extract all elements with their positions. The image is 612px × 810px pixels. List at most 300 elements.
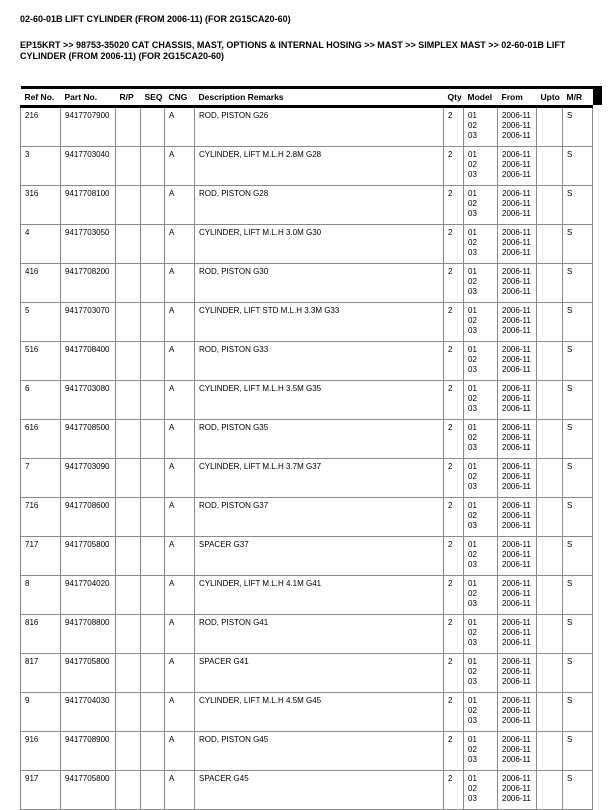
cell-cng: A xyxy=(165,342,195,381)
description-text: CYLINDER, LIFT M.L.H 3.0M G30 xyxy=(199,228,322,237)
parts-table-wrap xyxy=(20,86,592,810)
cell-desc xyxy=(195,186,444,225)
cell-desc xyxy=(195,381,444,420)
cell-from-line: 2006-11 xyxy=(502,355,531,364)
cell-model-line: 01 xyxy=(468,306,477,315)
cell-model xyxy=(464,615,498,654)
cell-model-line: 02 xyxy=(468,121,477,130)
cell-ref: 817 xyxy=(21,654,61,693)
cell-rp xyxy=(116,225,141,264)
cell-model-line: 01 xyxy=(468,423,477,432)
column-header-qty: Qty xyxy=(444,88,464,107)
column-header-desc: Description Remarks xyxy=(195,88,444,107)
description-text: ROD, PISTON G28 xyxy=(199,189,269,198)
cell-upto xyxy=(537,732,563,771)
cell-upto xyxy=(537,420,563,459)
cell-model-line: 01 xyxy=(468,540,477,549)
cell-from-line: 2006-11 xyxy=(502,306,531,315)
description-text: CYLINDER, LIFT M.L.H 2.8M G28 xyxy=(199,150,322,159)
cell-from-line: 2006-11 xyxy=(502,755,531,764)
cell-upto xyxy=(537,147,563,186)
cell-from-line: 2006-11 xyxy=(502,394,531,403)
cell-desc xyxy=(195,107,444,147)
cell-model-line: 03 xyxy=(468,560,477,569)
cell-from-line: 2006-11 xyxy=(502,248,531,257)
cell-from-line: 2006-11 xyxy=(502,628,531,637)
cell-rp xyxy=(116,693,141,732)
cell-rp xyxy=(116,342,141,381)
cell-model-line: 02 xyxy=(468,784,477,793)
description-text: ROD, PISTON G37 xyxy=(199,501,269,510)
cell-rp xyxy=(116,420,141,459)
cell-model-line: 02 xyxy=(468,277,477,286)
cell-model-line: 03 xyxy=(468,638,477,647)
cell-qty: 2 xyxy=(444,498,464,537)
cell-ref: 9 xyxy=(21,693,61,732)
cell-cng: A xyxy=(165,225,195,264)
cell-seq xyxy=(141,498,165,537)
cell-seq xyxy=(141,381,165,420)
cell-model xyxy=(464,303,498,342)
cell-qty: 2 xyxy=(444,732,464,771)
cell-cng: A xyxy=(165,186,195,225)
description-text: ROD, PISTON G30 xyxy=(199,267,269,276)
cell-qty: 2 xyxy=(444,615,464,654)
cell-from-line: 2006-11 xyxy=(502,199,531,208)
cell-part: 9417703050 xyxy=(61,225,116,264)
cell-seq xyxy=(141,420,165,459)
cell-model-line: 03 xyxy=(468,677,477,686)
cell-from-line: 2006-11 xyxy=(502,667,531,676)
cell-model xyxy=(464,459,498,498)
table-row xyxy=(21,342,593,381)
cell-from-line: 2006-11 xyxy=(502,316,531,325)
cell-from xyxy=(498,732,537,771)
cell-from xyxy=(498,498,537,537)
table-row xyxy=(21,264,593,303)
cell-cng: A xyxy=(165,537,195,576)
column-header-rp: R/P xyxy=(116,88,141,107)
cell-model-line: 02 xyxy=(468,589,477,598)
table-row xyxy=(21,732,593,771)
cell-mr: S xyxy=(563,654,593,693)
cell-rp xyxy=(116,732,141,771)
cell-upto xyxy=(537,615,563,654)
cell-model-line: 01 xyxy=(468,267,477,276)
column-header-model: Model xyxy=(464,88,498,107)
cell-mr: S xyxy=(563,576,593,615)
cell-ref: 3 xyxy=(21,147,61,186)
cell-from-line: 2006-11 xyxy=(502,716,531,725)
cell-model-line: 01 xyxy=(468,618,477,627)
cell-from xyxy=(498,576,537,615)
cell-rp xyxy=(116,771,141,810)
cell-from-line: 2006-11 xyxy=(502,277,531,286)
cell-upto xyxy=(537,537,563,576)
cell-model-line: 03 xyxy=(468,794,477,803)
cell-cng: A xyxy=(165,459,195,498)
cell-part: 9417708500 xyxy=(61,420,116,459)
cell-from xyxy=(498,186,537,225)
cell-from-line: 2006-11 xyxy=(502,560,531,569)
cell-from-line: 2006-11 xyxy=(502,696,531,705)
cell-model-line: 03 xyxy=(468,326,477,335)
cell-upto xyxy=(537,342,563,381)
cell-part: 9417703080 xyxy=(61,381,116,420)
cell-model-line: 03 xyxy=(468,521,477,530)
breadcrumb: EP15KRT >> 98753-35020 CAT CHASSIS, MAST, OPTIONS & INTERNAL HOSING >> MAST >> SIMPLEX MAST >> 02-60-01B LIFT CYLINDER (FROM 2006-11) (FOR 2G15CA20-60) xyxy=(20,40,566,61)
page-title: 02-60-01B LIFT CYLINDER (FROM 2006-11) (FOR 2G15CA20-60) xyxy=(20,14,291,24)
description-text: CYLINDER, LIFT M.L.H 3.7M G37 xyxy=(199,462,322,471)
table-row xyxy=(21,615,593,654)
cell-mr: S xyxy=(563,498,593,537)
cell-from-line: 2006-11 xyxy=(502,784,531,793)
table-row xyxy=(21,537,593,576)
table-row xyxy=(21,420,593,459)
cell-part: 9417704030 xyxy=(61,693,116,732)
cell-cng: A xyxy=(165,303,195,342)
cell-mr: S xyxy=(563,381,593,420)
cell-cng: A xyxy=(165,420,195,459)
cell-rp xyxy=(116,537,141,576)
table-body xyxy=(21,107,593,810)
cell-mr: S xyxy=(563,459,593,498)
cell-ref: 816 xyxy=(21,615,61,654)
cell-from-line: 2006-11 xyxy=(502,443,531,452)
cell-model-line: 03 xyxy=(468,755,477,764)
cell-from xyxy=(498,107,537,147)
table-row xyxy=(21,381,593,420)
cell-part: 9417707900 xyxy=(61,107,116,147)
cell-model-line: 02 xyxy=(468,667,477,676)
cell-from-line: 2006-11 xyxy=(502,511,531,520)
cell-cng: A xyxy=(165,615,195,654)
column-header-mr: M/R xyxy=(563,88,593,107)
cell-seq xyxy=(141,537,165,576)
cell-mr: S xyxy=(563,186,593,225)
cell-qty: 2 xyxy=(444,264,464,303)
cell-from-line: 2006-11 xyxy=(502,521,531,530)
cell-qty: 2 xyxy=(444,420,464,459)
cell-from-line: 2006-11 xyxy=(502,745,531,754)
cell-part: 9417703040 xyxy=(61,147,116,186)
cell-desc xyxy=(195,303,444,342)
cell-qty: 2 xyxy=(444,147,464,186)
cell-rp xyxy=(116,498,141,537)
cell-cng: A xyxy=(165,107,195,147)
cell-model-line: 02 xyxy=(468,550,477,559)
cell-model xyxy=(464,498,498,537)
cell-model-line: 01 xyxy=(468,657,477,666)
cell-qty: 2 xyxy=(444,537,464,576)
cell-cng: A xyxy=(165,498,195,537)
cell-model xyxy=(464,225,498,264)
cell-part: 9417708800 xyxy=(61,615,116,654)
cell-seq xyxy=(141,107,165,147)
table-row xyxy=(21,459,593,498)
cell-from-line: 2006-11 xyxy=(502,677,531,686)
cell-from xyxy=(498,147,537,186)
cell-from-line: 2006-11 xyxy=(502,618,531,627)
cell-cng: A xyxy=(165,732,195,771)
cell-mr: S xyxy=(563,303,593,342)
cell-ref: 4 xyxy=(21,225,61,264)
description-text: CYLINDER, LIFT M.L.H 3.5M G35 xyxy=(199,384,322,393)
column-header-part: Part No. xyxy=(61,88,116,107)
cell-upto xyxy=(537,264,563,303)
cell-upto xyxy=(537,693,563,732)
cell-qty: 2 xyxy=(444,771,464,810)
cell-from xyxy=(498,537,537,576)
cell-seq xyxy=(141,342,165,381)
description-text: SPACER G37 xyxy=(199,540,249,549)
cell-from-line: 2006-11 xyxy=(502,404,531,413)
cell-part: 9417705800 xyxy=(61,654,116,693)
description-text: CYLINDER, LIFT M.L.H 4.1M G41 xyxy=(199,579,322,588)
description-text: SPACER G45 xyxy=(199,774,249,783)
cell-model-line: 02 xyxy=(468,745,477,754)
cell-model-line: 03 xyxy=(468,443,477,452)
cell-upto xyxy=(537,498,563,537)
cell-mr: S xyxy=(563,732,593,771)
cell-ref: 516 xyxy=(21,342,61,381)
description-text: CYLINDER, LIFT M.L.H 4.5M G45 xyxy=(199,696,322,705)
cell-upto xyxy=(537,303,563,342)
cell-qty: 2 xyxy=(444,381,464,420)
cell-from xyxy=(498,615,537,654)
description-text: ROD, PISTON G45 xyxy=(199,735,269,744)
cell-desc xyxy=(195,498,444,537)
cell-rp xyxy=(116,381,141,420)
cell-rp xyxy=(116,654,141,693)
cell-desc xyxy=(195,225,444,264)
cell-from-line: 2006-11 xyxy=(502,657,531,666)
cell-model-line: 01 xyxy=(468,150,477,159)
cell-seq xyxy=(141,459,165,498)
cell-ref: 917 xyxy=(21,771,61,810)
cell-desc xyxy=(195,537,444,576)
cell-mr: S xyxy=(563,693,593,732)
cell-desc xyxy=(195,342,444,381)
cell-seq xyxy=(141,654,165,693)
cell-seq xyxy=(141,615,165,654)
cell-seq xyxy=(141,303,165,342)
cell-qty: 2 xyxy=(444,225,464,264)
cell-upto xyxy=(537,771,563,810)
cell-from xyxy=(498,381,537,420)
cell-part: 9417705800 xyxy=(61,537,116,576)
cell-upto xyxy=(537,381,563,420)
parts-table xyxy=(20,86,593,810)
cell-ref: 616 xyxy=(21,420,61,459)
cell-desc xyxy=(195,615,444,654)
cell-part: 9417708600 xyxy=(61,498,116,537)
table-row xyxy=(21,107,593,147)
cell-qty: 2 xyxy=(444,342,464,381)
cell-from xyxy=(498,771,537,810)
cell-rp xyxy=(116,264,141,303)
cell-model xyxy=(464,342,498,381)
cell-ref: 216 xyxy=(21,107,61,147)
cell-from xyxy=(498,225,537,264)
cell-part: 9417704020 xyxy=(61,576,116,615)
cell-ref: 716 xyxy=(21,498,61,537)
table-row xyxy=(21,654,593,693)
cell-from-line: 2006-11 xyxy=(502,706,531,715)
table-header-row xyxy=(21,88,593,107)
cell-qty: 2 xyxy=(444,303,464,342)
cell-model-line: 03 xyxy=(468,170,477,179)
cell-model xyxy=(464,693,498,732)
cell-model-line: 02 xyxy=(468,394,477,403)
cell-from xyxy=(498,420,537,459)
cell-part: 9417708100 xyxy=(61,186,116,225)
cell-seq xyxy=(141,576,165,615)
cell-model-line: 02 xyxy=(468,472,477,481)
cell-qty: 2 xyxy=(444,107,464,147)
cell-from-line: 2006-11 xyxy=(502,150,531,159)
description-text: ROD, PISTON G35 xyxy=(199,423,269,432)
cell-model-line: 02 xyxy=(468,160,477,169)
cell-from-line: 2006-11 xyxy=(502,794,531,803)
description-text: SPACER G41 xyxy=(199,657,249,666)
cell-seq xyxy=(141,771,165,810)
cell-from xyxy=(498,693,537,732)
cell-from-line: 2006-11 xyxy=(502,423,531,432)
cell-model-line: 01 xyxy=(468,774,477,783)
cell-model-line: 01 xyxy=(468,345,477,354)
cell-from-line: 2006-11 xyxy=(502,472,531,481)
cell-model xyxy=(464,147,498,186)
cell-from-line: 2006-11 xyxy=(502,638,531,647)
cell-cng: A xyxy=(165,576,195,615)
cell-ref: 316 xyxy=(21,186,61,225)
cell-ref: 416 xyxy=(21,264,61,303)
cell-desc xyxy=(195,147,444,186)
cell-model-line: 01 xyxy=(468,189,477,198)
cell-upto xyxy=(537,459,563,498)
cell-cng: A xyxy=(165,654,195,693)
cell-model-line: 03 xyxy=(468,131,477,140)
cell-model-line: 01 xyxy=(468,696,477,705)
table-row xyxy=(21,186,593,225)
cell-part: 9417708900 xyxy=(61,732,116,771)
cell-from-line: 2006-11 xyxy=(502,501,531,510)
cell-from-line: 2006-11 xyxy=(502,326,531,335)
cell-ref: 7 xyxy=(21,459,61,498)
cell-model-line: 02 xyxy=(468,355,477,364)
table-row xyxy=(21,147,593,186)
cell-seq xyxy=(141,147,165,186)
cell-upto xyxy=(537,576,563,615)
table-row xyxy=(21,576,593,615)
cell-part: 9417705800 xyxy=(61,771,116,810)
cell-from-line: 2006-11 xyxy=(502,365,531,374)
cell-seq xyxy=(141,186,165,225)
cell-model-line: 03 xyxy=(468,248,477,257)
cell-model-line: 03 xyxy=(468,365,477,374)
cell-part: 9417703090 xyxy=(61,459,116,498)
cell-part: 9417703070 xyxy=(61,303,116,342)
table-row xyxy=(21,771,593,810)
cell-model-line: 02 xyxy=(468,511,477,520)
cell-mr: S xyxy=(563,771,593,810)
cell-part: 9417708200 xyxy=(61,264,116,303)
cell-model-line: 03 xyxy=(468,716,477,725)
cell-model xyxy=(464,420,498,459)
cell-ref: 916 xyxy=(21,732,61,771)
cell-from-line: 2006-11 xyxy=(502,345,531,354)
cell-from-line: 2006-11 xyxy=(502,462,531,471)
cell-cng: A xyxy=(165,771,195,810)
cell-from xyxy=(498,303,537,342)
cell-ref: 6 xyxy=(21,381,61,420)
cell-desc xyxy=(195,459,444,498)
table-row xyxy=(21,303,593,342)
cell-from-line: 2006-11 xyxy=(502,121,531,130)
cell-from-line: 2006-11 xyxy=(502,287,531,296)
cell-model-line: 02 xyxy=(468,706,477,715)
cell-mr: S xyxy=(563,537,593,576)
cell-desc xyxy=(195,576,444,615)
column-header-from: From xyxy=(498,88,537,107)
cell-from-line: 2006-11 xyxy=(502,589,531,598)
cell-model-line: 02 xyxy=(468,433,477,442)
cell-model-line: 03 xyxy=(468,404,477,413)
cell-mr: S xyxy=(563,615,593,654)
cell-mr: S xyxy=(563,225,593,264)
cell-ref: 717 xyxy=(21,537,61,576)
cell-model xyxy=(464,537,498,576)
cell-qty: 2 xyxy=(444,186,464,225)
cell-qty: 2 xyxy=(444,576,464,615)
cell-from-line: 2006-11 xyxy=(502,599,531,608)
cell-from-line: 2006-11 xyxy=(502,209,531,218)
cell-part: 9417708400 xyxy=(61,342,116,381)
column-header-cng: CNG xyxy=(165,88,195,107)
cell-from xyxy=(498,264,537,303)
cell-from xyxy=(498,654,537,693)
cell-model xyxy=(464,576,498,615)
cell-qty: 2 xyxy=(444,654,464,693)
cell-seq xyxy=(141,225,165,264)
cell-desc xyxy=(195,420,444,459)
cell-model-line: 01 xyxy=(468,228,477,237)
cell-seq xyxy=(141,264,165,303)
cell-seq xyxy=(141,693,165,732)
cell-mr: S xyxy=(563,342,593,381)
cell-rp xyxy=(116,303,141,342)
cell-model-line: 01 xyxy=(468,462,477,471)
cell-model-line: 02 xyxy=(468,199,477,208)
table-row xyxy=(21,225,593,264)
table-row xyxy=(21,693,593,732)
cell-from-line: 2006-11 xyxy=(502,160,531,169)
scrollbar-thumb[interactable] xyxy=(593,86,602,105)
cell-model-line: 01 xyxy=(468,111,477,120)
cell-model xyxy=(464,186,498,225)
cell-from-line: 2006-11 xyxy=(502,170,531,179)
cell-model-line: 03 xyxy=(468,482,477,491)
cell-mr: S xyxy=(563,420,593,459)
cell-qty: 2 xyxy=(444,693,464,732)
cell-model-line: 02 xyxy=(468,628,477,637)
cell-desc xyxy=(195,264,444,303)
description-text: ROD, PISTON G33 xyxy=(199,345,269,354)
column-header-seq: SEQ xyxy=(141,88,165,107)
cell-mr: S xyxy=(563,264,593,303)
cell-model-line: 01 xyxy=(468,501,477,510)
